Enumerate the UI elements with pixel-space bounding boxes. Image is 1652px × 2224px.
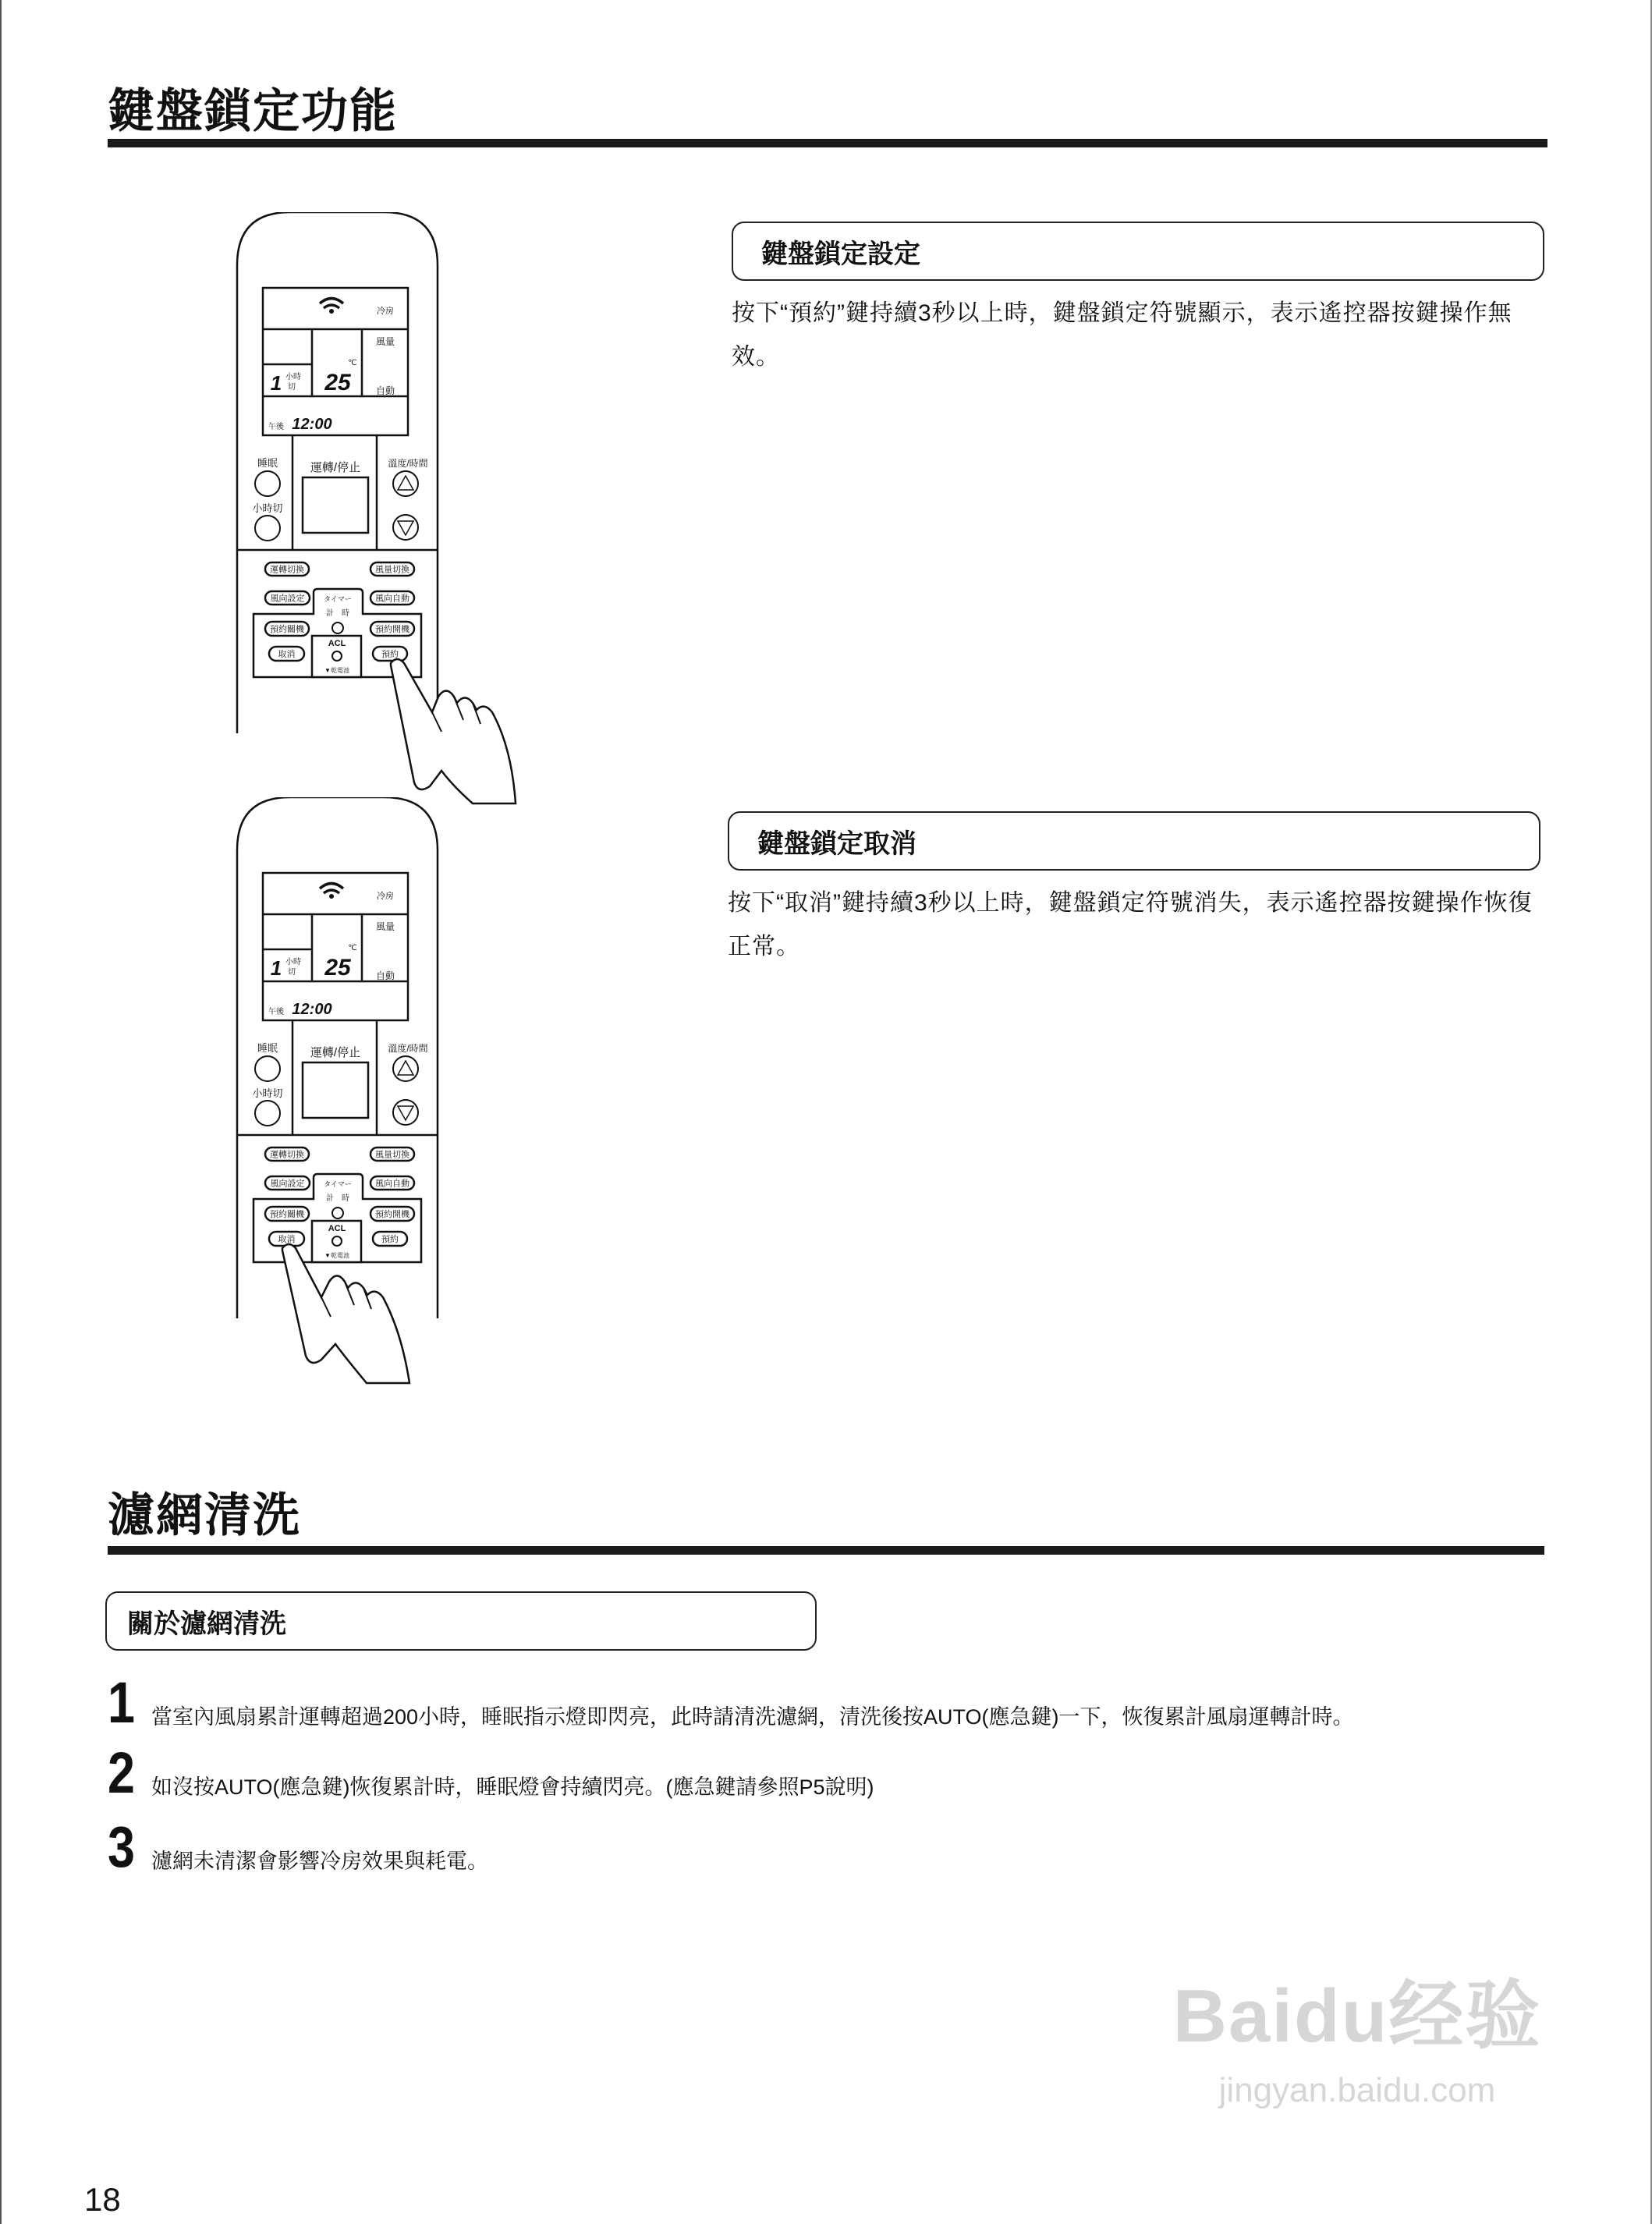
reserve-button-label: 預約 <box>381 1235 399 1244</box>
swing-auto-button-label: 風向自動 <box>375 1179 409 1189</box>
timer-label: 計 時 <box>326 1194 349 1203</box>
remote-illustration-lock-set <box>0 212 546 805</box>
section-rule <box>108 1546 1544 1555</box>
display-timer-number: 1 <box>270 371 282 395</box>
display-timer-unit: 小時 <box>285 373 301 381</box>
timer-jp-label: タイマー <box>324 1180 352 1188</box>
swing-set-button[interactable] <box>265 591 310 605</box>
hour-off-label: 小時切 <box>252 1087 283 1099</box>
swing-set-button-label: 風向設定 <box>270 1179 305 1189</box>
reserve-button[interactable] <box>373 1232 407 1246</box>
swing-set-button-label: 風向設定 <box>270 594 305 604</box>
swing-auto-button[interactable] <box>370 1176 414 1190</box>
swing-set-button[interactable] <box>265 1176 310 1190</box>
on-timer-button-label: 預約開機 <box>375 625 409 634</box>
acl-label: ACL <box>328 1224 346 1233</box>
off-timer-button-label: 預約關機 <box>270 625 304 634</box>
power-button[interactable] <box>303 477 368 533</box>
battery-label: ▼乾電池 <box>324 1252 349 1259</box>
hour-off-label: 小時切 <box>252 502 283 514</box>
timer-button[interactable] <box>332 623 343 633</box>
fan-switch-button-label: 風量切換 <box>375 1150 409 1160</box>
list-item <box>108 1670 1354 1735</box>
acl-button[interactable] <box>332 1236 342 1246</box>
list-item <box>108 1740 874 1805</box>
mode-switch-button-label: 運轉切換 <box>270 565 304 575</box>
display-timer-unit: 小時 <box>285 958 301 967</box>
display-clock: 12:00 <box>292 1001 332 1018</box>
mode-switch-button-label: 運轉切換 <box>270 1150 304 1160</box>
watermark-url: jingyan.baidu.com <box>1218 2071 1496 2109</box>
display-mode: 冷房 <box>377 892 394 901</box>
swing-auto-button[interactable] <box>370 591 414 605</box>
page-number: 18 <box>84 2181 121 2218</box>
timer-jp-label: タイマー <box>324 595 352 603</box>
reserve-button-label: 預約 <box>381 650 399 659</box>
temp-down-button[interactable] <box>393 1100 418 1125</box>
subheading-filter-cleaning: 關於濾網清洗 <box>105 1591 817 1651</box>
temp-down-button[interactable] <box>393 515 418 540</box>
on-timer-button[interactable] <box>370 622 414 636</box>
acl-label: ACL <box>328 639 346 648</box>
acl-button[interactable] <box>332 651 342 661</box>
power-button[interactable] <box>303 1062 368 1118</box>
hour-off-button[interactable] <box>255 516 280 541</box>
item-text: 當室內風扇累計運轉超過200小時，睡眠指示燈即閃亮，此時請清洗濾網，清洗後按AUTO(應急鍵)一下，恢復累計風扇運轉計時。 <box>151 1705 1354 1729</box>
display-temperature: 25 <box>324 370 351 395</box>
pointing-hand-icon <box>391 659 516 803</box>
on-timer-button[interactable] <box>370 1207 414 1221</box>
sleep-label: 睡眠 <box>257 1042 278 1054</box>
mode-switch-button[interactable] <box>265 1147 309 1161</box>
baidu-watermark <box>1162 1966 1552 2145</box>
item-number: 3 <box>108 1814 135 1879</box>
display-temperature: 25 <box>324 955 351 981</box>
cancel-button-label: 取消 <box>278 650 296 659</box>
off-timer-button[interactable] <box>265 1207 309 1221</box>
reserve-button[interactable] <box>373 647 407 661</box>
swing-auto-button-label: 風向自動 <box>375 594 409 604</box>
display-fan-mode: 自動 <box>375 970 395 981</box>
display-timer-unit: 切 <box>288 383 296 392</box>
sleep-button[interactable] <box>255 1056 280 1081</box>
item-text: 濾網未清潔會影響冷房效果與耗電。 <box>151 1850 488 1873</box>
cancel-button[interactable] <box>269 647 304 661</box>
temp-time-label: 溫度/時間 <box>388 458 428 469</box>
subheading-lock-set: 鍵盤鎖定設定 <box>732 222 1544 281</box>
temp-up-button[interactable] <box>393 1056 418 1081</box>
off-timer-button[interactable] <box>265 622 309 636</box>
lock-set-description: 按下“預約”鍵持續3秒以上時，鍵盤鎖定符號顯示，表示遙控器按鍵操作無效。 <box>732 300 1512 370</box>
item-number: 1 <box>108 1670 135 1735</box>
fan-switch-button-label: 風量切換 <box>375 565 409 575</box>
timer-button[interactable] <box>332 1208 343 1218</box>
on-timer-button-label: 預約開機 <box>375 1210 409 1219</box>
display-fan: 風量 <box>375 921 395 932</box>
subheading-lock-cancel: 鍵盤鎖定取消 <box>728 811 1540 871</box>
display-ampm: 午後 <box>268 423 284 431</box>
section-title-filter: 濾網清洗 <box>108 1489 301 1541</box>
temp-up-button[interactable] <box>393 471 418 496</box>
display-fan: 風量 <box>375 336 395 347</box>
fan-switch-button[interactable] <box>370 562 414 576</box>
off-timer-button-label: 預約關機 <box>270 1210 304 1219</box>
hour-off-button[interactable] <box>255 1101 280 1126</box>
temp-time-label: 溫度/時間 <box>388 1043 428 1054</box>
timer-label: 計 時 <box>326 609 349 618</box>
power-label: 運轉/停止 <box>310 461 361 474</box>
display-temperature-unit: ℃ <box>348 359 357 367</box>
item-text: 如沒按AUTO(應急鍵)恢復累計時，睡眠燈會持續閃亮。(應急鍵請參照P5說明) <box>151 1775 874 1799</box>
section-rule <box>108 139 1547 147</box>
item-number: 2 <box>108 1740 135 1805</box>
list-item <box>108 1814 488 1879</box>
power-label: 運轉/停止 <box>310 1046 361 1059</box>
display-temperature-unit: ℃ <box>348 944 357 952</box>
watermark-brand: Baidu经验 <box>1172 1974 1542 2058</box>
fan-switch-button[interactable] <box>370 1147 414 1161</box>
display-timer-unit: 切 <box>288 968 296 977</box>
cancel-button-label: 取消 <box>278 1235 296 1244</box>
battery-label: ▼乾電池 <box>324 667 349 674</box>
wifi-dot-icon <box>329 894 334 899</box>
sleep-button[interactable] <box>255 471 280 496</box>
display-mode: 冷房 <box>377 307 394 316</box>
wifi-dot-icon <box>329 309 334 314</box>
section-title-keylock: 鍵盤鎖定功能 <box>108 85 398 137</box>
display-timer-number: 1 <box>270 956 282 980</box>
display-ampm: 午後 <box>268 1008 284 1016</box>
remote-illustration-lock-cancel <box>0 797 546 1390</box>
sleep-label: 睡眠 <box>257 457 278 469</box>
display-fan-mode: 自動 <box>375 385 395 396</box>
mode-switch-button[interactable] <box>265 562 309 576</box>
lock-cancel-description: 按下“取消”鍵持續3秒以上時，鍵盤鎖定符號消失，表示遙控器按鍵操作恢復正常。 <box>728 890 1533 959</box>
display-clock: 12:00 <box>292 416 332 433</box>
pointing-hand <box>391 659 516 803</box>
